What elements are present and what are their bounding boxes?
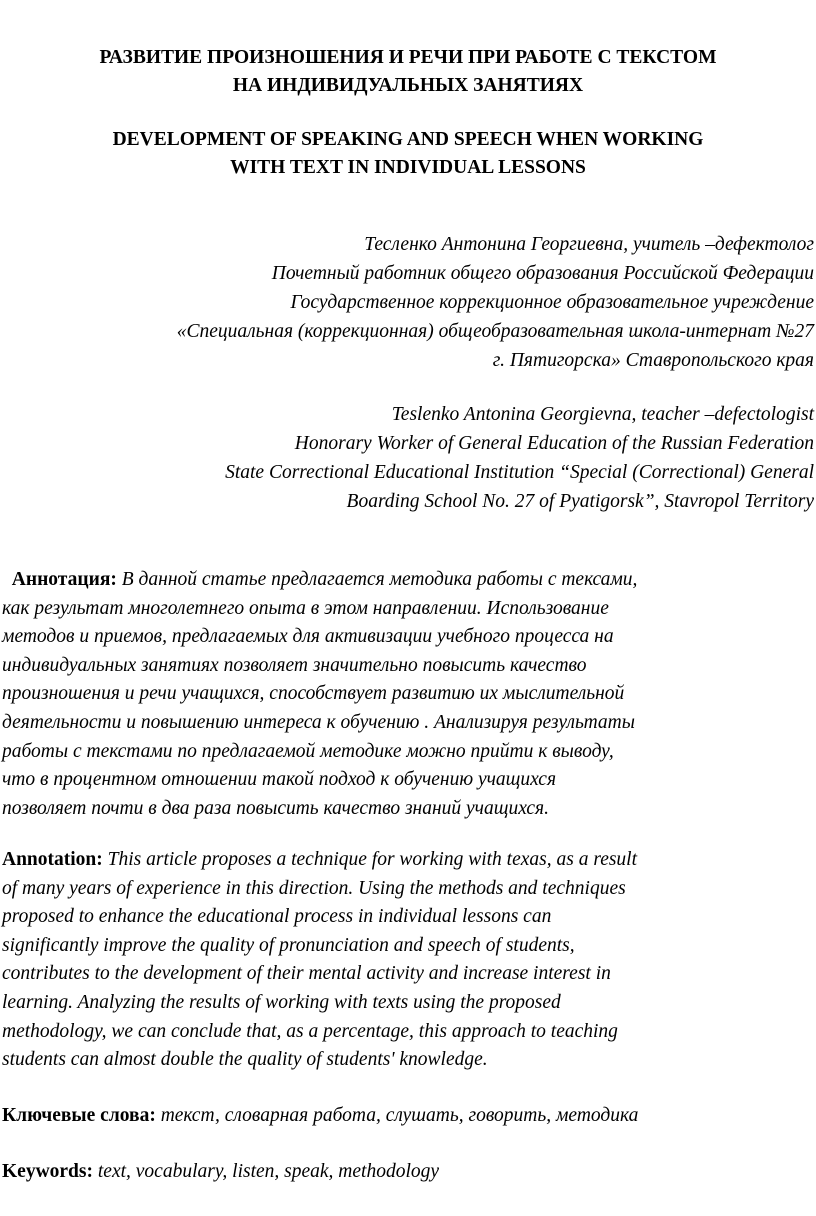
abstract-line: significantly improve the quality of pronunciation and speech of students, <box>2 934 575 956</box>
abstract-line: деятельности и повышению интереса к обучению . Анализируя результаты <box>2 711 635 733</box>
abstract-line: произношения и речи учащихся, способствует развитию их мыслительной <box>2 683 625 705</box>
title-line: НА ИНДИВИДУАЛЬНЫХ ЗАНЯТИЯХ <box>232 75 584 96</box>
abstract-line <box>2 846 814 875</box>
abstract-line: students can almost double the quality of students' knowledge. <box>2 1049 488 1071</box>
keywords-label: Keywords: <box>2 1161 93 1182</box>
abstract-line: работы с текстами по предлагаемой методике можно прийти к выводу, <box>2 740 614 762</box>
affiliation-line: «Специальная (коррекционная) общеобразовательная школа-интернат №27 <box>176 321 814 342</box>
affiliation-line: Тесленко Антонина Георгиевна, учитель –дефектолог <box>364 234 814 255</box>
title-line: WITH TEXT IN INDIVIDUAL LESSONS <box>230 157 586 178</box>
keywords-label: Ключевые слова: <box>2 1105 156 1126</box>
title-russian <box>10 44 806 100</box>
abstract-line: contributes to the development of their mental activity and increase interest in <box>2 963 611 985</box>
title-line: DEVELOPMENT OF SPEAKING AND SPEECH WHEN WORKING <box>112 129 704 150</box>
abstract-label: Annotation: <box>2 849 103 870</box>
abstract-line: позволяет почти в два раза повысить качество знаний учащихся. <box>2 797 549 819</box>
abstract-line: методов и приемов, предлагаемых для активизации учебного процесса на <box>2 626 614 648</box>
affiliation-line: Boarding School No. 27 of Pyatigorsk”, Stavropol Territory <box>346 491 814 512</box>
affiliation-line: Государственное коррекционное образовательное учреждение <box>290 292 814 313</box>
keywords-russian <box>2 1102 814 1130</box>
abstract-label: Аннотация: <box>11 569 117 590</box>
affiliation-line: Почетный работник общего образования Российской Федерации <box>271 263 814 284</box>
title-english <box>10 126 806 182</box>
keywords-value: text, vocabulary, listen, speak, methodology <box>93 1161 440 1182</box>
abstract-line: что в процентном отношении такой подход к обучению учащихся <box>2 769 557 791</box>
affiliation-line: Teslenko Antonina Georgievna, teacher –defectologist <box>391 404 814 425</box>
affiliation-line: State Correctional Educational Institution “Special (Correctional) General <box>225 462 814 483</box>
abstract-line: как результат многолетнего опыта в этом направлении. Использование <box>2 597 609 619</box>
abstract-line: of many years of experience in this direction. Using the methods and techniques <box>2 877 626 899</box>
affiliation-line: г. Пятигорска» Ставропольского края <box>492 350 814 371</box>
abstract-english <box>2 846 814 1075</box>
abstract-text: This article proposes a technique for working with texas, as a result <box>102 849 638 870</box>
abstract-line: methodology, we can conclude that, as a percentage, this approach to teaching <box>2 1020 618 1042</box>
title-line: РАЗВИТИЕ ПРОИЗНОШЕНИЯ И РЕЧИ ПРИ РАБОТЕ С ТЕКСТОМ <box>99 47 717 68</box>
abstract-text: В данной статье предлагается методика работы с тексами, <box>116 569 638 590</box>
affiliation-line: Honorary Worker of General Education of the Russian Federation <box>294 433 814 454</box>
keywords-english <box>2 1158 814 1186</box>
abstract-line <box>2 566 814 595</box>
author-affiliation-russian <box>0 230 814 375</box>
keywords-value: текст, словарная работа, слушать, говорить, методика <box>155 1105 639 1126</box>
abstract-line: индивидуальных занятиях позволяет значительно повысить качество <box>2 654 587 676</box>
abstract-russian <box>2 566 814 823</box>
author-affiliation-english <box>0 400 814 516</box>
abstract-line: proposed to enhance the educational process in individual lessons can <box>2 906 552 928</box>
abstract-line: learning. Analyzing the results of working with texts using the proposed <box>2 991 561 1013</box>
